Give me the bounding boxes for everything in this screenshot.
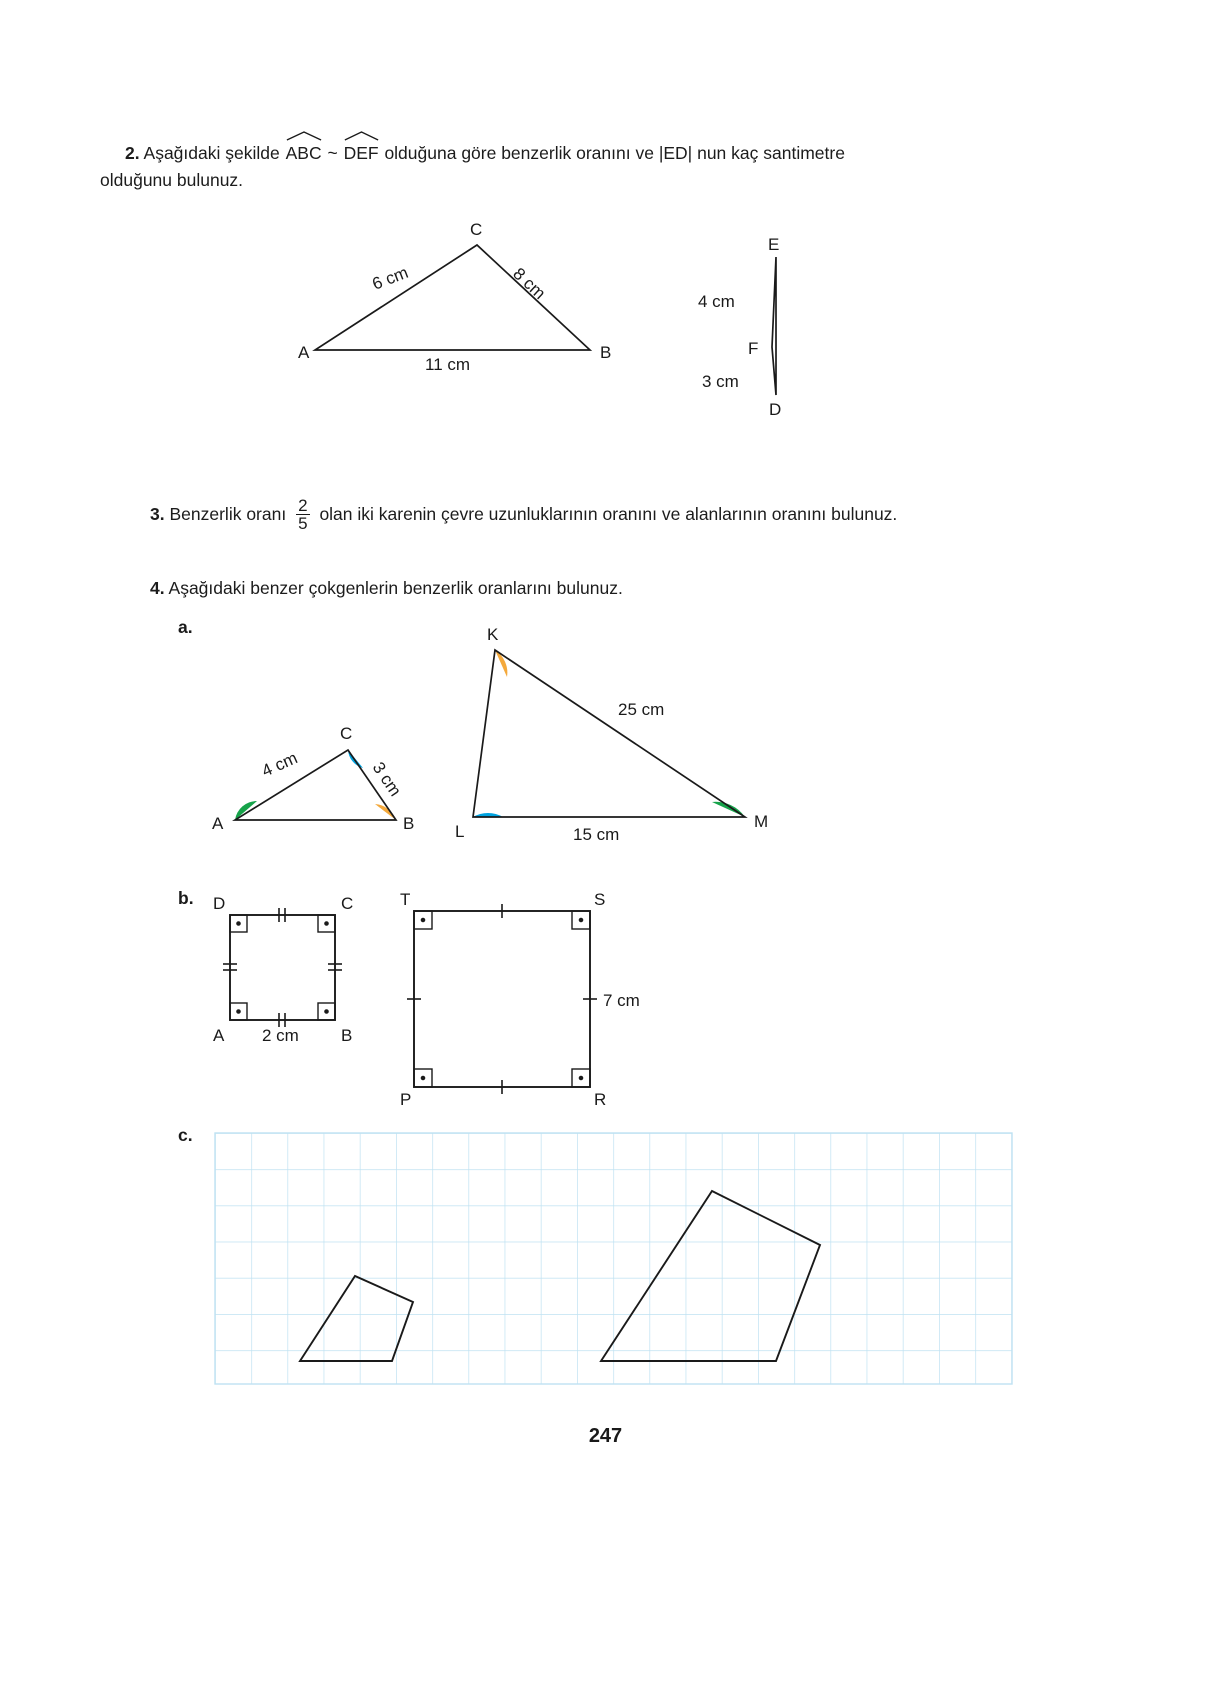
question-3-text-b: olan iki karenin çevre uzunluklarının oranını ve alanlarının oranını bulunuz. [319, 504, 898, 525]
side-length-fe: 4 cm [698, 292, 735, 311]
figure-q4b-square-abcd [205, 893, 365, 1048]
segment-ed-label: |ED| [658, 143, 693, 163]
side-tick-marks [223, 908, 342, 1027]
vertex-label-a: A [298, 343, 310, 362]
vertex-label-t: T [400, 890, 411, 909]
side-length-fd: 3 cm [702, 372, 739, 391]
vertex-label-a: A [212, 814, 224, 833]
triangle-abc-shape [315, 245, 590, 350]
question-2-text [100, 140, 1205, 194]
arc-icon [285, 131, 323, 141]
vertex-label-c: C [470, 220, 483, 239]
right-angle-markers [230, 915, 335, 1020]
sublabel-c: c. [178, 1125, 193, 1145]
figure-q4a-triangle-abc [200, 705, 430, 845]
triangle-def-shape [772, 257, 776, 395]
triangle-abc-label: ABC [285, 143, 322, 163]
question-2-text-d: olduğunu bulunuz. [100, 170, 244, 191]
square-prst-side-length: 7 cm [603, 991, 640, 1010]
vertex-label-f: F [748, 339, 759, 358]
question-2-number: 2. [125, 143, 140, 163]
question-2-text-b: olduğuna göre benzerlik oranını ve [384, 143, 654, 163]
vertex-label-d: D [213, 894, 226, 913]
vertex-label-c: C [340, 724, 353, 743]
ratio-fraction [296, 497, 309, 532]
fraction-denominator: 5 [298, 514, 308, 533]
question-3-number: 3. [150, 504, 165, 525]
question-2-text-a: Aşağıdaki şekilde [143, 143, 280, 163]
vertex-label-m: M [754, 812, 769, 831]
vertex-label-s: S [594, 890, 606, 909]
side-length-lm: 15 cm [573, 825, 620, 844]
figure-q4b-square-prst [400, 890, 650, 1109]
vertex-label-k: K [487, 625, 499, 644]
triangle-abc-notation [285, 140, 323, 167]
angle-marker-b [375, 804, 396, 820]
question-3-text [150, 498, 1160, 533]
side-length-ac: 6 cm [369, 262, 411, 294]
vertex-label-p: P [400, 1090, 412, 1109]
figure-q4a-triangle-klm [455, 625, 785, 850]
page-number: 247 [588, 1425, 623, 1447]
arc-icon [343, 131, 380, 141]
triangle-abc-shape [235, 750, 396, 820]
question-3-text-a: Benzerlik oranı [169, 504, 287, 525]
sublabel-a: a. [178, 617, 193, 637]
square-abcd-side-length: 2 cm [262, 1026, 299, 1045]
side-length-ab: 11 cm [425, 355, 471, 374]
vertex-label-r: R [594, 1090, 607, 1109]
figure-q2-triangle-abc [280, 215, 620, 385]
vertex-label-l: L [455, 822, 465, 841]
figure-q2-triangle-def [690, 235, 880, 430]
side-length-cb: 8 cm [509, 264, 550, 304]
side-length-km: 25 cm [618, 700, 665, 719]
question-2-text-c: nun kaç santimetre [697, 143, 845, 163]
figure-q4c-grid [215, 1133, 1012, 1391]
triangle-def-notation [343, 140, 380, 167]
vertex-label-d: D [769, 400, 782, 419]
square-abcd-shape [230, 915, 335, 1020]
sublabel-b: b. [178, 888, 194, 908]
similarity-symbol: ~ [327, 143, 338, 163]
triangle-klm-shape [473, 650, 745, 817]
grid-background [215, 1133, 1012, 1384]
vertex-label-b: B [341, 1026, 353, 1045]
side-tick-marks [407, 904, 597, 1094]
vertex-label-e: E [768, 235, 780, 254]
triangle-def-label: DEF [343, 143, 379, 163]
vertex-label-b: B [403, 814, 415, 833]
vertex-label-c: C [341, 894, 354, 913]
question-4-text [150, 575, 1160, 602]
side-length-cb: 3 cm [368, 758, 406, 800]
right-angle-markers [414, 911, 590, 1087]
question-4-number: 4. [150, 578, 165, 598]
fraction-numerator: 2 [298, 496, 308, 515]
vertex-label-b: B [600, 343, 612, 362]
angle-marker-m [712, 802, 745, 817]
side-length-ac: 4 cm [258, 748, 301, 781]
question-4-statement: Aşağıdaki benzer çokgenlerin benzerlik oranlarını bulunuz. [168, 578, 623, 598]
square-prst-shape [414, 911, 590, 1087]
vertex-label-a: A [213, 1026, 225, 1045]
